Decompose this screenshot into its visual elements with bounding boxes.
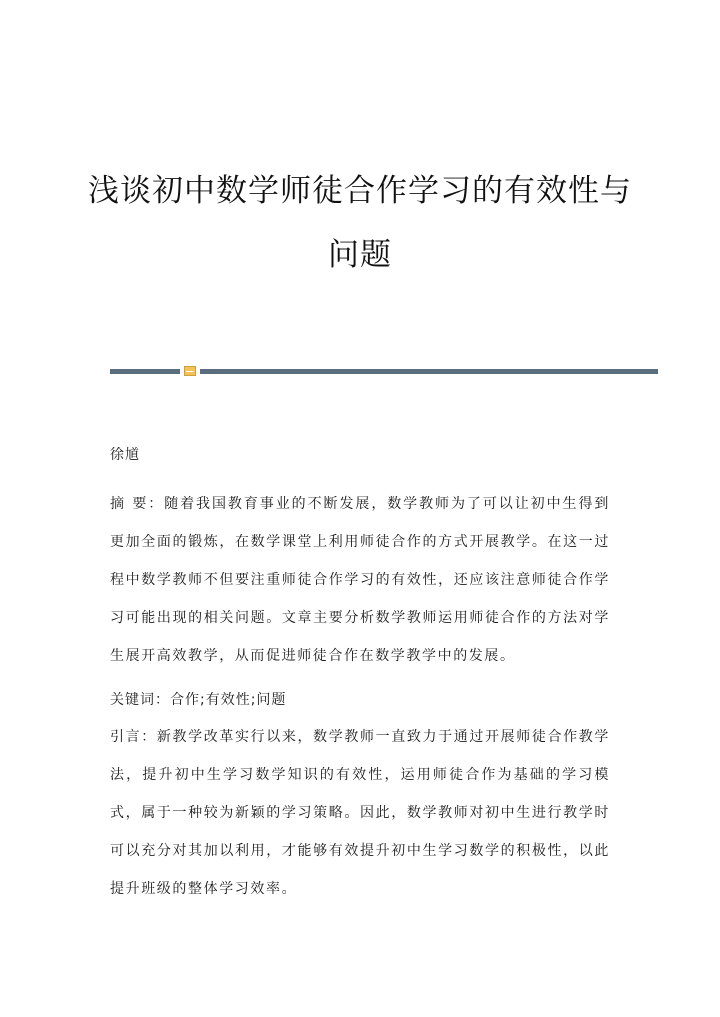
document-title-line-1: 浅谈初中数学师徒合作学习的有效性与 [88,173,632,209]
intro-text: 新教学改革实行以来，数学教师一直致力于通过开展师徒合作教学法，提升初中生学习数学知识的有效性，运用师徒合作为基础的学习模式，属于一种较为新颖的学习策略。因此，数学教师对初中生进行教学时可以充分对其加以利用，才能够有效提升初中生学习数学的积极性，以此提升班级的整体学习效率。 [110,729,610,897]
divider-marker-icon [184,366,196,376]
title-divider [110,366,658,376]
divider-bar-left [110,369,180,374]
intro-label: 引言： [110,729,157,745]
abstract-paragraph [110,485,610,675]
introduction-paragraph [110,718,610,908]
keywords-label: 关键词： [110,692,170,708]
divider-bar-right [200,369,658,374]
keywords-paragraph [110,681,630,719]
document-title-line-2: 问题 [328,237,392,273]
abstract-text: 随着我国教育事业的不断发展，数学教师为了可以让初中生得到更加全面的锻炼，在数学课堂上利用师徒合作的方式开展教学。在这一过程中数学教师不但要注重师徒合作学习的有效性，还应该注意师徒合作学习可能出现的相关问题。文章主要分析数学教师运用师徒合作的方法对学生展开高效教学，从而促进师徒合作在数学教学中的发展。 [110,496,610,664]
author-name: 徐馗 [110,447,140,463]
keywords-text: 合作;有效性;问题 [170,692,287,708]
abstract-label: 摘 要： [110,496,165,512]
